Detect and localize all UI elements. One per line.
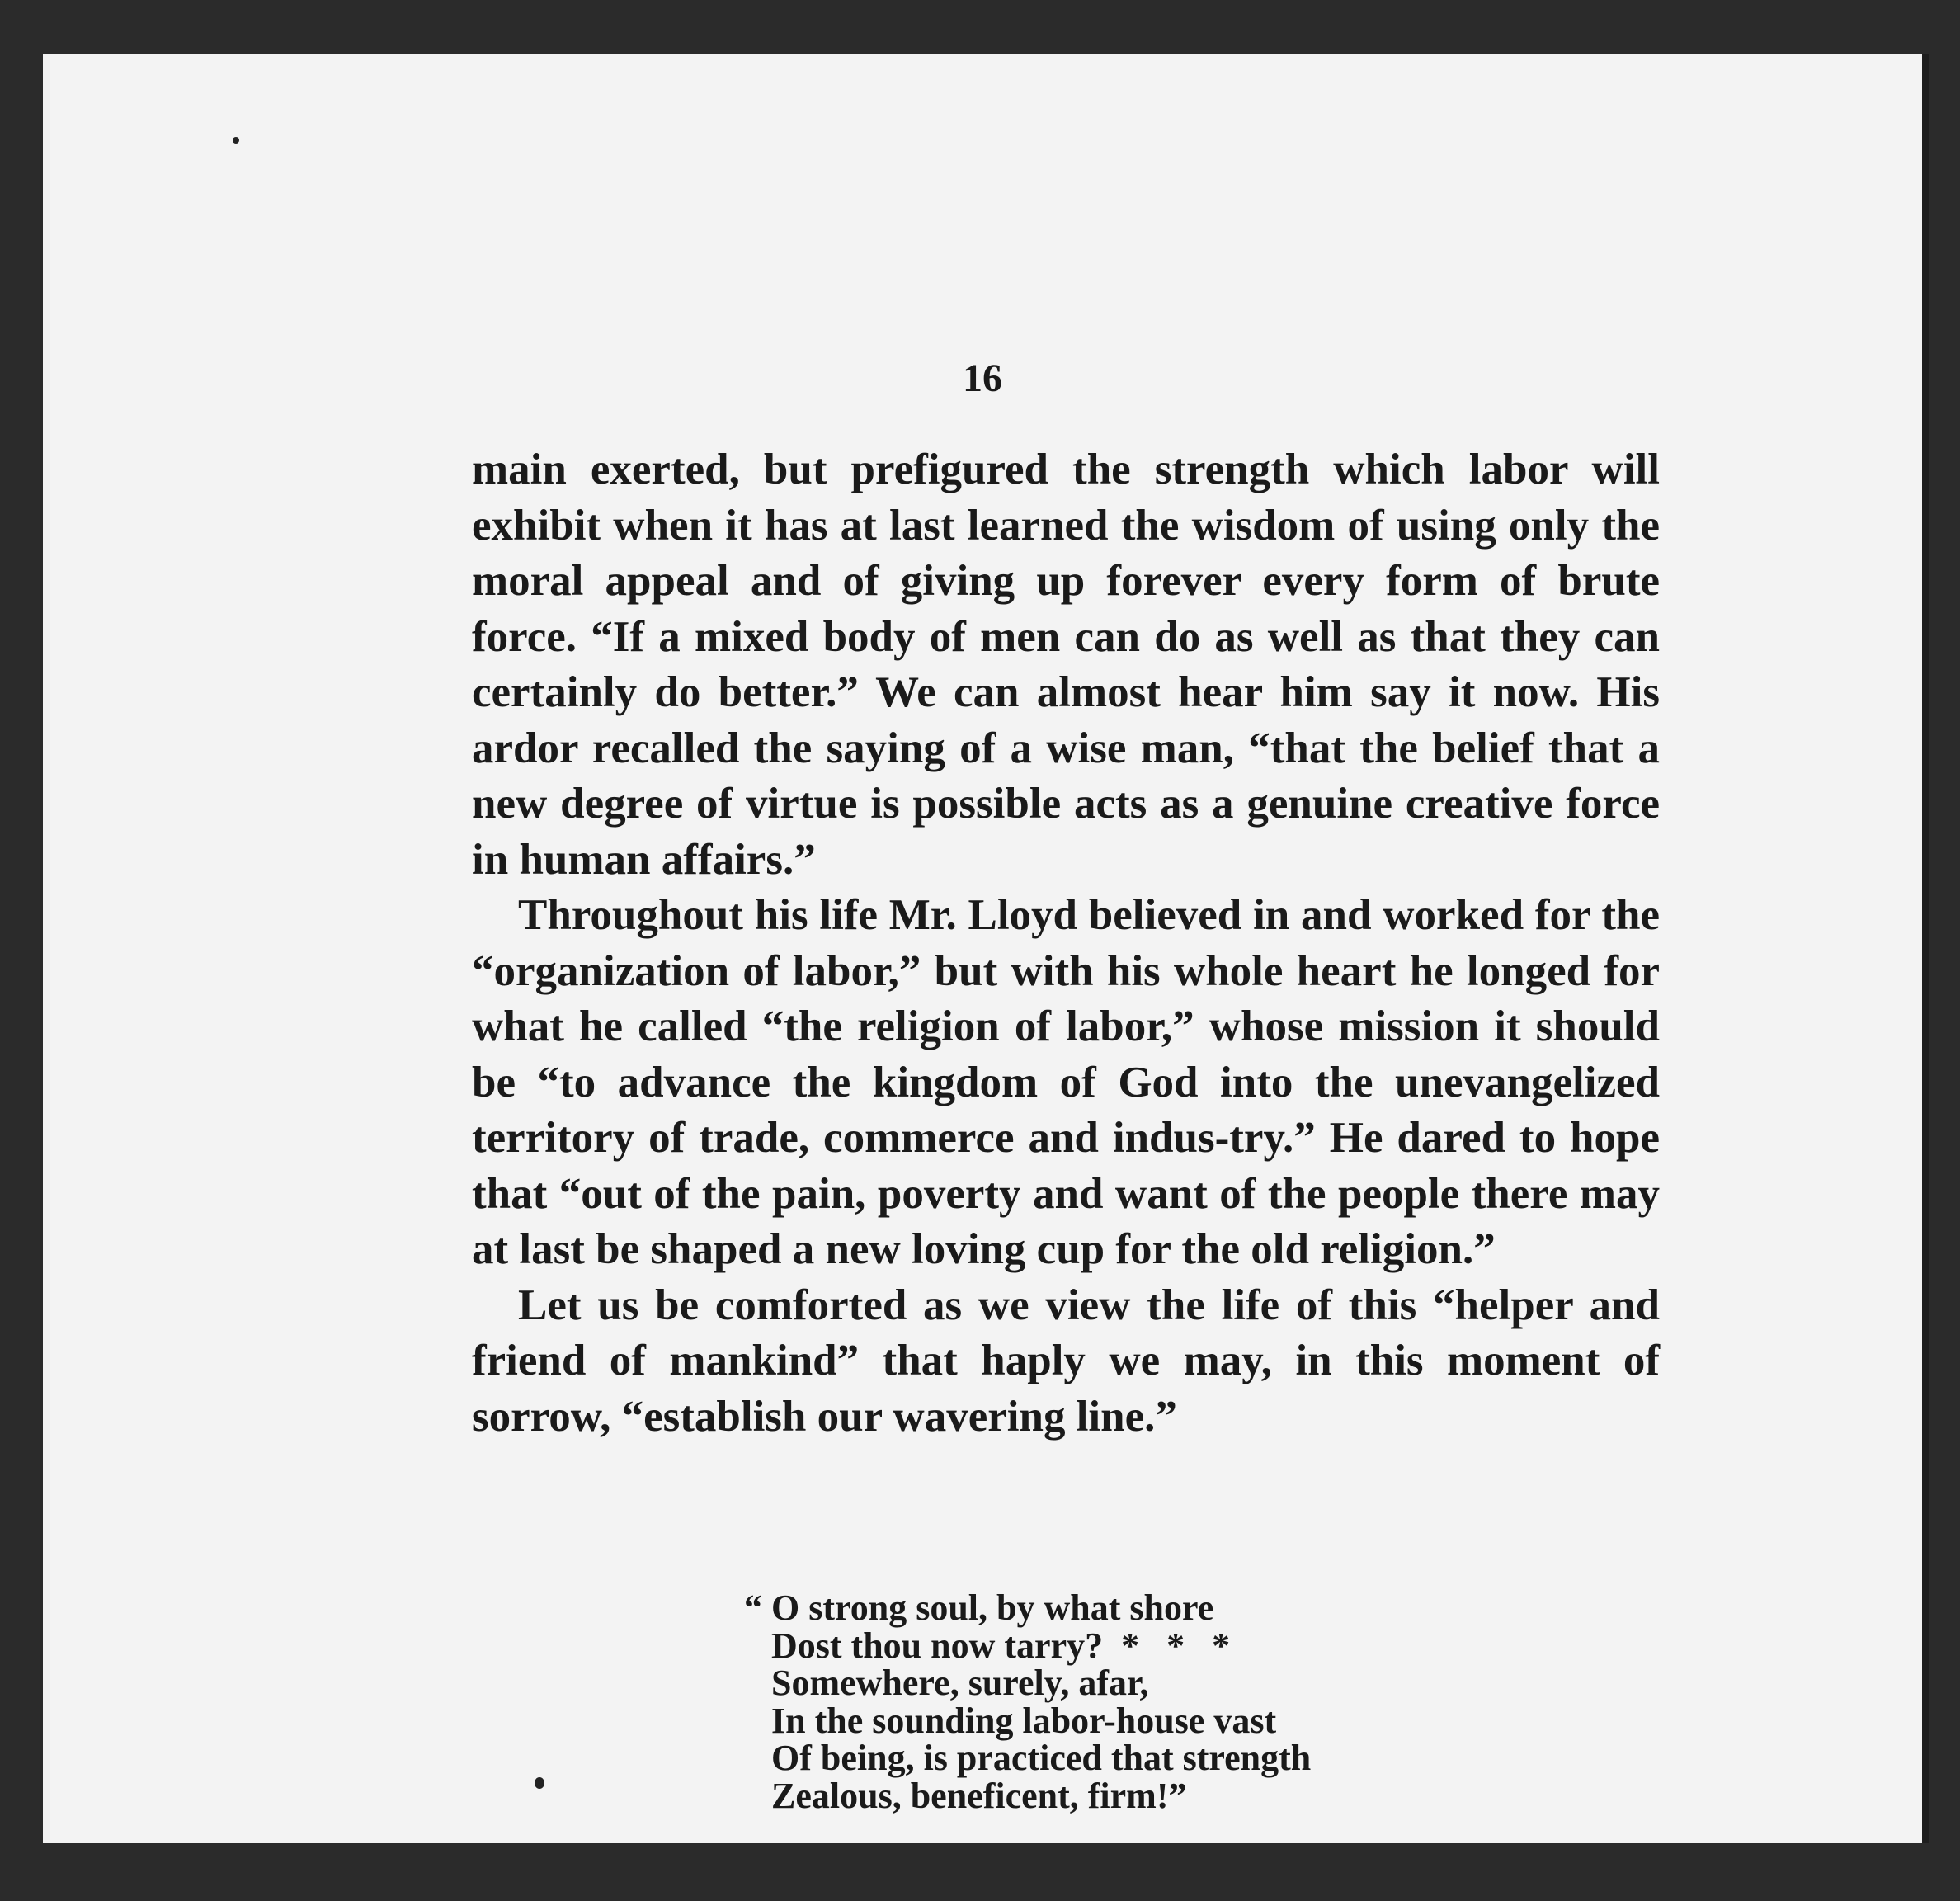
poem-line: Of being, is practiced that strength xyxy=(744,1738,1312,1778)
paragraph-1: main exerted, but prefigured the strength which labor will exhibit when it has at last learned the wisdom of using only the moral appeal and of giving up forever every form of brute force. “If a mixed body of men can do as well as that they can certainly do better.” We can almost hear him say it now. His ardor recalled the saying of a wise man, “that the belief that a new degree of virtue is possible acts as a genuine creative force in human affairs.” xyxy=(472,446,1660,884)
paragraph-3: Let us be comforted as we view the life of this “helper and friend of mankind” that haply we may, in this moment of sorrow, “establish our wavering line.” xyxy=(472,1281,1660,1441)
poem-quote xyxy=(744,1589,1311,1814)
body-text xyxy=(472,442,1660,1445)
paragraph-2: Throughout his life Mr. Lloyd believed in and worked for the “organization of labor,” but with his whole heart he longed for what he called “the religion of labor,” whose mission it should be “to advance the kingdom of God into the unevangelized territory of trade, commerce and indus-try.” He dared to hope that “out of the pain, poverty and want of the people there may at last be shaped a new loving cup for the old religion.” xyxy=(472,891,1660,1273)
poem-line: In the sounding labor-house vast xyxy=(744,1700,1277,1741)
scan-speck xyxy=(233,137,239,144)
scan-speck xyxy=(535,1777,544,1789)
poem-line: “ O strong soul, by what shore xyxy=(744,1587,1214,1628)
document-page xyxy=(43,54,1929,1843)
page-number: 16 xyxy=(963,356,1002,400)
poem-line: Somewhere, surely, afar, xyxy=(744,1663,1149,1703)
poem-line: Dost thou now tarry? * * * xyxy=(744,1625,1231,1666)
poem-line: Zealous, beneficent, firm!” xyxy=(744,1775,1187,1816)
